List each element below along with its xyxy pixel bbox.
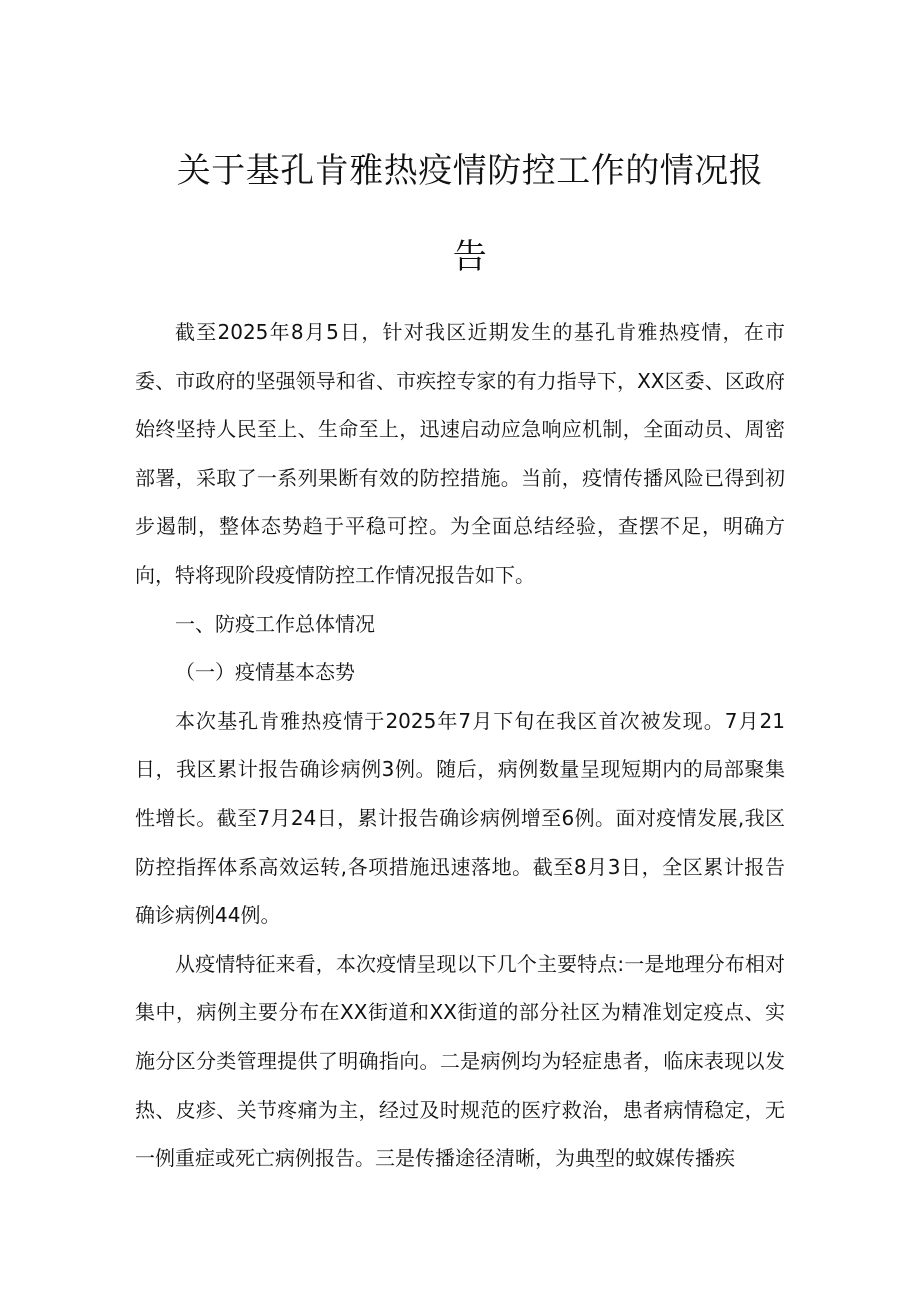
- section-heading: 一、防疫工作总体情况: [175, 611, 375, 636]
- subsection-heading: （一）疫情基本态势: [175, 660, 355, 685]
- document-body: [135, 308, 785, 1183]
- document-title: 关于基孔肯雅热疫情防控工作的情况报告: [176, 151, 764, 277]
- features-paragraph: 从疫情特征来看，本次疫情呈现以下几个主要特点:一是地理分布相对集中，病例主要分布在XX街道和XX街道的部分社区为精准划定疫点、实施分区分类管理提供了明确指向。二是病例均为轻症患者，临床表现以发热、皮疹、关节疼痛为主，经过及时规范的医疗救治，患者病情稳定，无一例重症或死亡病例报告。三是传播途径清晰，为典型的蚊媒传播疾: [135, 951, 785, 1171]
- intro-paragraph: 截至2025年8月5日，针对我区近期发生的基孔肯雅热疫情，在市委、市政府的坚强领导和省、市疾控专家的有力指导下，XX区委、区政府始终坚持人民至上、生命至上，迅速启动应急响应机制，全面动员、周密部署，采取了一系列果断有效的防控措施。当前，疫情传播风险已得到初步遏制，整体态势趋于平稳可控。为全面总结经验，查摆不足，明确方向，特将现阶段疫情防控工作情况报告如下。: [135, 320, 785, 587]
- situation-paragraph: 本次基孔肯雅热疫情于2025年7月下旬在我区首次被发现。7月21日，我区累计报告确诊病例3例。随后，病例数量呈现短期内的局部聚集性增长。截至7月24日，累计报告确诊病例增至6例。面对疫情发展,我区防控指挥体系高效运转,各项措施迅速落地。截至8月3日，全区累计报告确诊病例44例。: [135, 708, 785, 928]
